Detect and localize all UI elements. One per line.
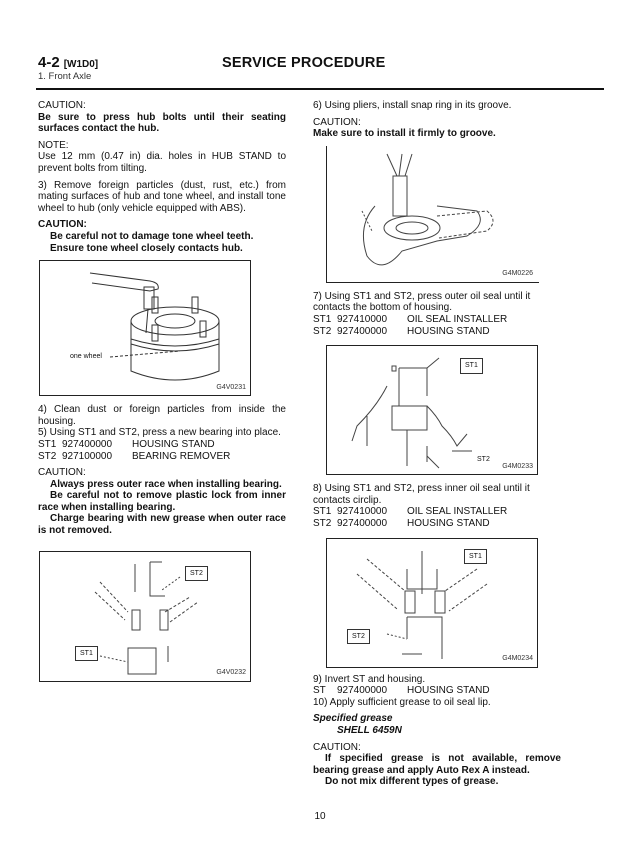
step-3: 3) Remove foreign particles (dust, rust, etc.) from mating surfaces of hub and tone wheel, and install tone wheel to hub (only vehicle equipped with ABS). [38,179,286,214]
step-7: 7) Using ST1 and ST2, press outer oil seal until it contacts the bottom of housing. [313,290,531,314]
figure-label: ST1 [460,358,483,374]
figure-snap-ring [326,146,539,283]
tool-part: 927400000 [337,325,388,337]
figure-label: ST2 [185,566,208,582]
tool-row [38,451,286,463]
step-8: 8) Using ST1 and ST2, press inner oil seal until it contacts circlip. [313,483,530,506]
tool-row [313,685,561,697]
page-number: 10 [314,811,326,822]
tool-st: ST2 [38,450,57,462]
note-text: Use 12 mm (0.47 in) dia. holes in HUB STAND to prevent bolts from tilting. [38,151,286,174]
caution-text: If specified grease is not available, remove bearing grease and apply Auto Rex A instead. [313,753,561,776]
caution-text: Do not mix different types of grease. [325,776,499,788]
figure-inner-oil-seal [326,538,538,668]
tool-row [313,506,561,518]
snap-ring-illustration [327,146,537,280]
tool-row [38,439,286,451]
caution-label: CAUTION: [313,116,361,128]
inner-oil-seal-illustration [327,539,537,667]
caution-label: CAUTION: [38,100,86,111]
tool-st: ST1 [313,313,332,325]
bearing-press-illustration [40,552,250,681]
caution-text: Always press outer race when installing bearing. [50,478,282,490]
caution-text: Be careful not to remove plastic lock from inner race when installing bearing. [38,490,286,513]
note-label: NOTE: [38,139,69,151]
caution-label: CAUTION: [38,467,86,479]
tool-row [313,326,561,338]
figure-tone-wheel [39,260,251,396]
figure-id: G4V0232 [216,669,246,677]
left-column [38,100,286,682]
caution-label: CAUTION: [38,219,87,231]
tool-name: HOUSING STAND [132,438,215,450]
section-number [38,54,98,71]
step-4: 4) Clean dust or foreign particles from inside the housing. [38,404,286,427]
outer-oil-seal-illustration [327,346,537,474]
figure-label: ST2 [477,456,490,464]
figure-bearing-press [39,551,251,682]
step-6: 6) Using pliers, install snap ring in its groove. [313,100,512,111]
right-column [313,100,561,788]
figure-id: G4M0234 [502,654,533,662]
tool-name: HOUSING STAND [407,325,490,337]
header-rule [36,88,604,90]
tool-part: 927400000 [337,685,388,697]
specified-grease-value: SHELL 6459N [337,724,402,736]
tool-part: 927410000 [337,313,388,325]
tool-st: ST [313,685,326,697]
tool-part: 927100000 [62,450,113,462]
step-5: 5) Using ST1 and ST2, press a new bearing into place. [38,427,281,439]
subsection-title: 1. Front Axle [38,71,92,82]
figure-id: G4V0231 [216,383,246,391]
section-number-text: 4-2 [38,54,60,71]
figure-label: ST2 [347,629,370,645]
figure-label: ST1 [75,646,98,662]
tool-part: 927410000 [337,506,388,518]
tone-wheel-illustration [40,261,250,395]
tool-name: HOUSING STAND [407,517,490,529]
tool-part: 927400000 [62,438,113,450]
caution-text: Be sure to press hub bolts until their seating surfaces contact the hub. [38,111,286,135]
section-code: [W1D0] [63,59,99,70]
specified-grease-label: Specified grease [313,713,393,725]
figure-callout: one wheel [70,353,102,361]
page-title: SERVICE PROCEDURE [222,55,386,71]
tool-st: ST1 [38,438,57,450]
tool-st: ST2 [313,517,332,529]
tool-name: OIL SEAL INSTALLER [407,506,508,518]
caution-label: CAUTION: [313,741,361,753]
figure-outer-oil-seal [326,345,538,475]
tool-st: ST1 [313,506,332,518]
figure-label: ST1 [464,549,487,565]
tool-name: HOUSING STAND [407,685,490,697]
tool-name: OIL SEAL INSTALLER [407,313,508,325]
tool-part: 927400000 [337,517,388,529]
figure-id: G4M0226 [502,270,533,278]
figure-id: G4M0233 [502,462,533,470]
step-10: 10) Apply sufficient grease to oil seal lip. [313,696,491,708]
tool-st: ST2 [313,325,332,337]
caution-line: Ensure tone wheel closely contacts hub. [50,242,243,254]
caution-line: Be careful not to damage tone wheel teeth. [50,230,254,242]
tool-name: BEARING REMOVER [132,450,231,462]
step-9: 9) Invert ST and housing. [313,673,426,685]
caution-text: Make sure to install it firmly to groove. [313,128,496,140]
tool-row [313,518,561,530]
tool-row [313,314,561,326]
caution-text: Charge bearing with new grease when outer race is not removed. [38,513,286,537]
